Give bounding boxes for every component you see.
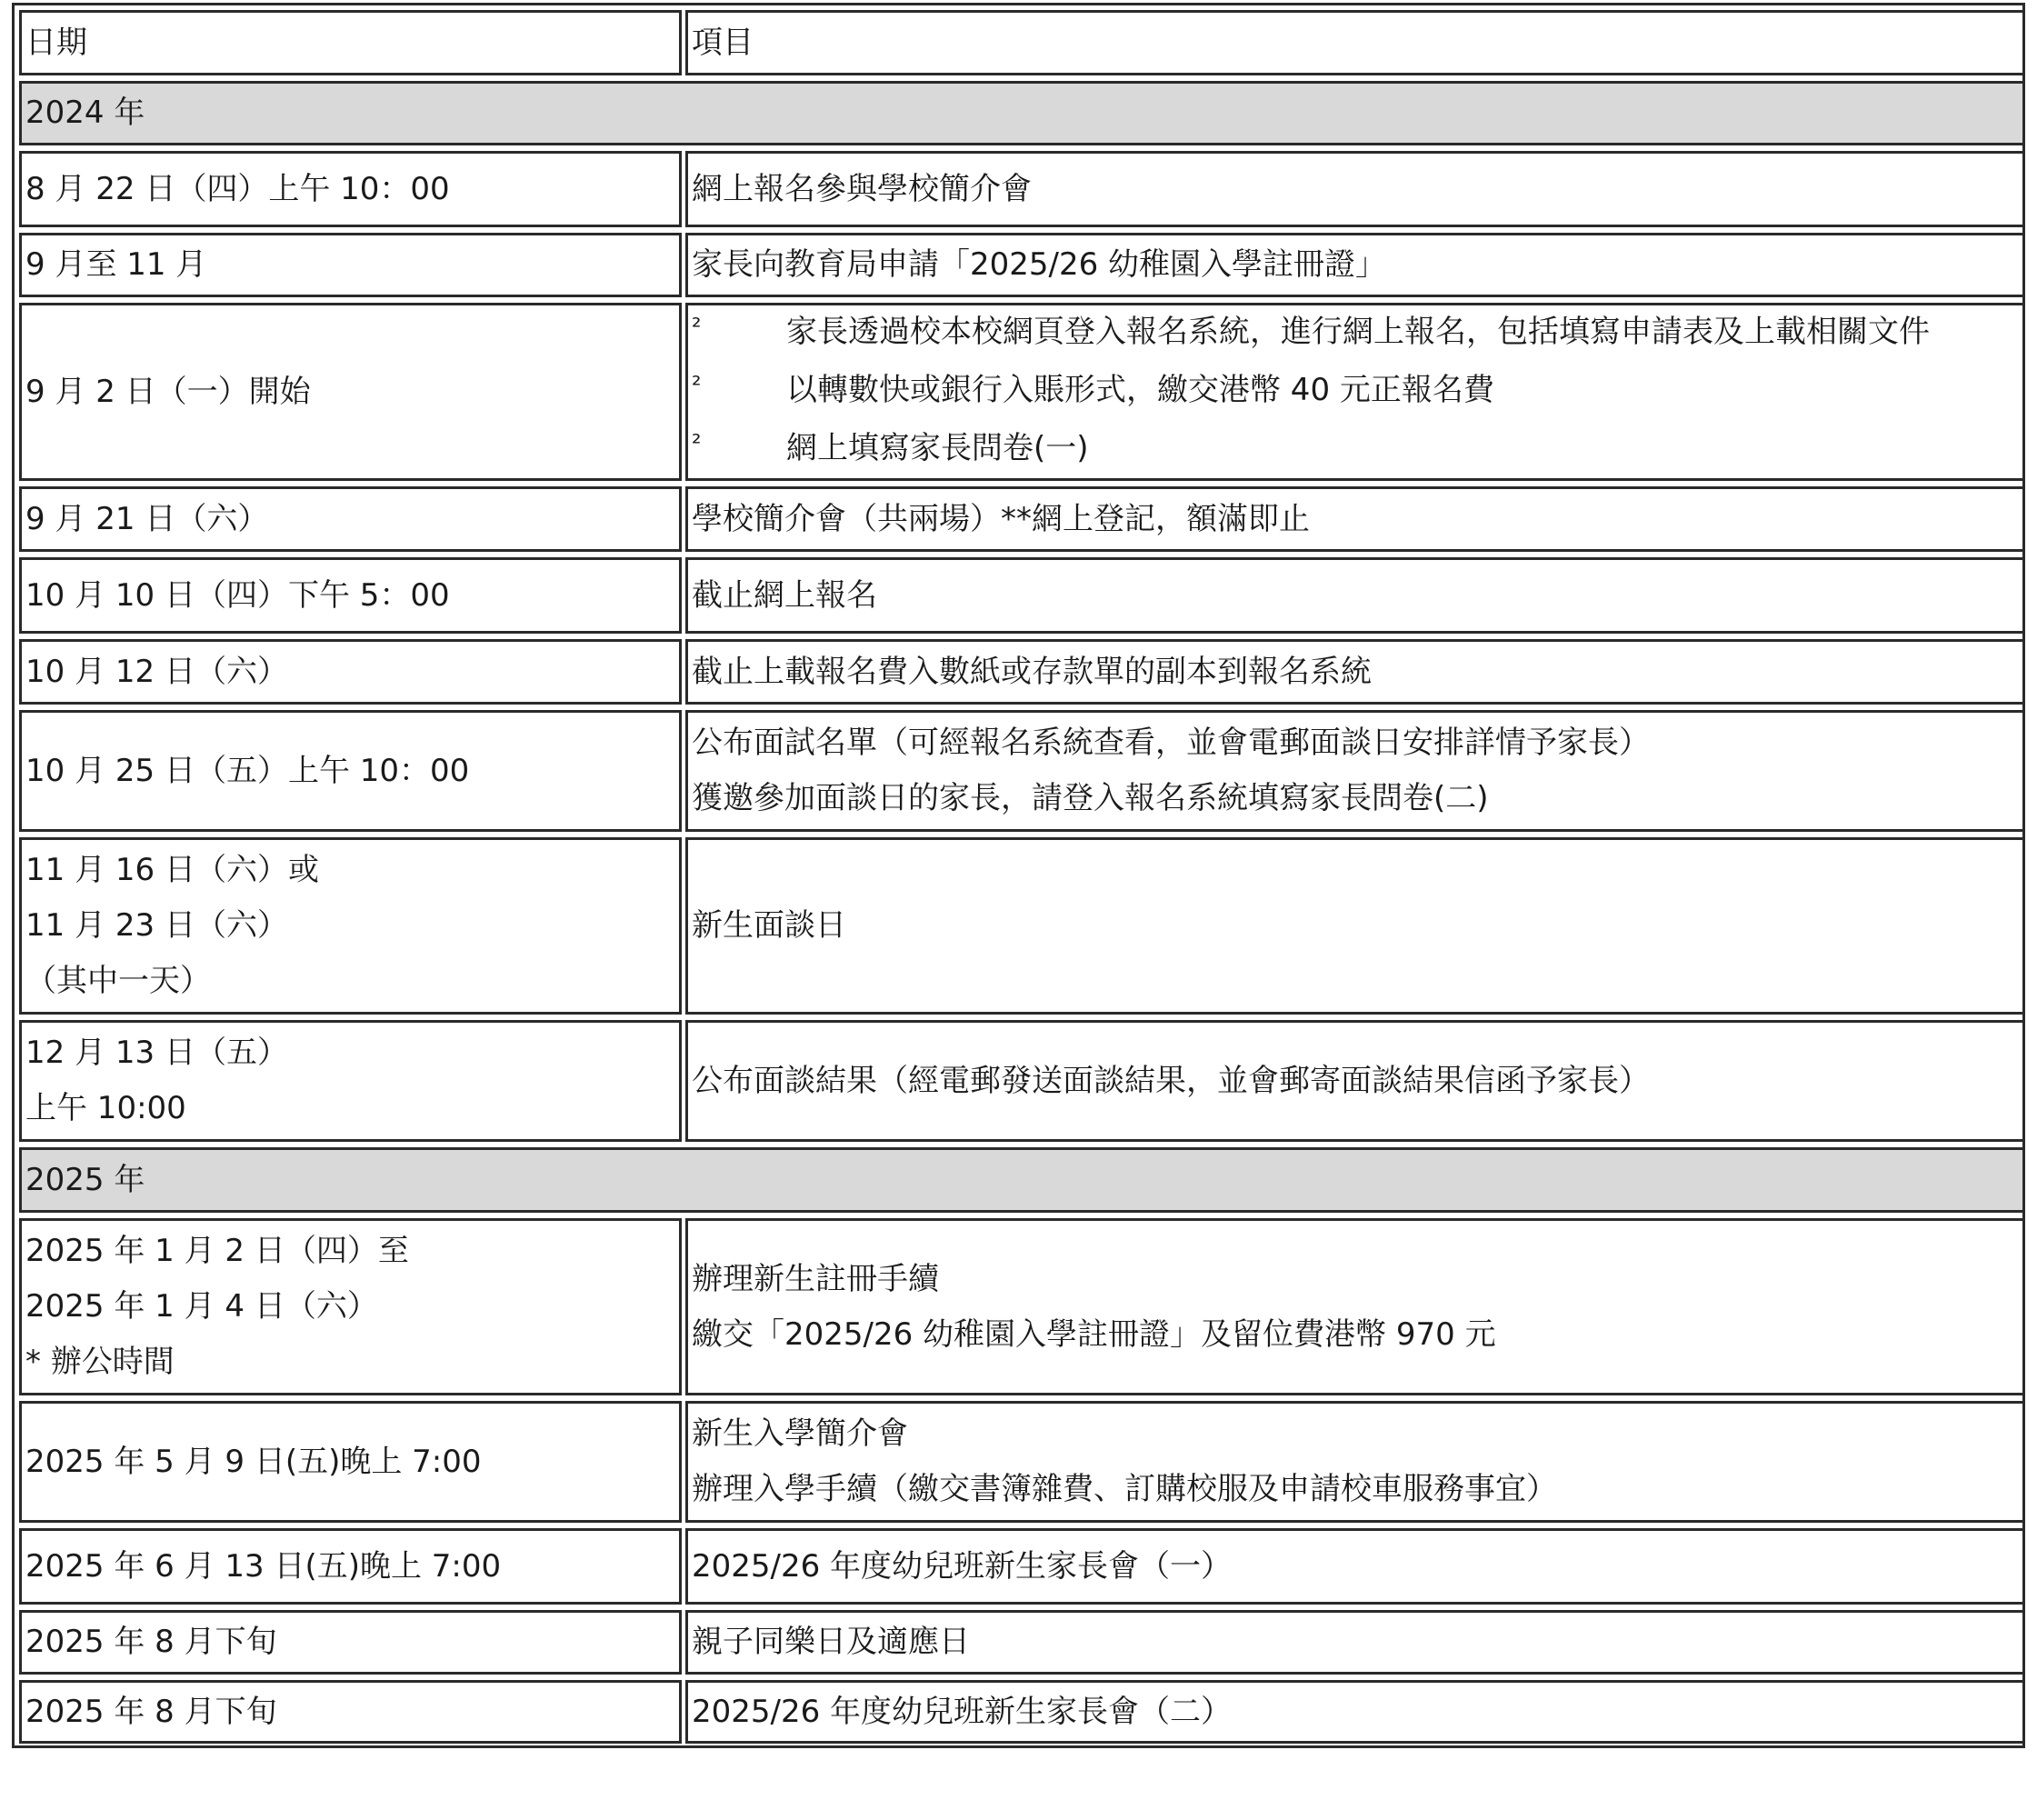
table-row-item: 新生入學簡介會 辦理入學手續（繳交書簿雜費、訂購校服及申請校車服務事宜） [685,1401,2025,1523]
table-row-item: 2025/26 年度幼兒班新生家長會（二） [685,1680,2025,1744]
bullet-icon: ² [692,372,702,399]
header-date: 日期 [25,24,87,61]
table-row-date: 10 月 12 日（六） [19,639,682,705]
table-row-item: 學校簡介會（共兩場）**網上登記，額滿即止 [685,486,2025,552]
table-row-date: 9 月至 11 月 [19,233,682,297]
header-date-cell [19,10,682,75]
table-row-date: 12 月 13 日（五） 上午 10:00 [19,1020,682,1142]
table-row-item: 辦理新生註冊手續 繳交「2025/26 幼稚園入學註冊證」及留位費港幣 970 元 [685,1218,2025,1395]
year-row-2025 [19,1147,2025,1213]
table-row-date: 10 月 25 日（五）上午 10：00 [19,710,682,832]
table-row-item: 網上報名參與學校簡介會 [685,151,2025,227]
schedule-table [12,3,2025,1748]
table-row-date: 8 月 22 日（四）上午 10：00 [19,151,682,227]
table-row-item: 2025/26 年度幼兒班新生家長會（一） [685,1528,2025,1605]
table-row-item: 親子同樂日及適應日 [685,1610,2025,1675]
table-row-item: 家長向教育局申請「2025/26 幼稚園入學註冊證」 [685,233,2025,297]
table-row-date: 11 月 16 日（六）或 11 月 23 日（六） （其中一天） [19,837,682,1015]
table-row-date: 2025 年 5 月 9 日(五)晚上 7:00 [19,1401,682,1523]
table-row-item: 新生面談日 [685,837,2025,1015]
table-row-item: 截止網上報名 [685,557,2025,634]
table-row-item: 截止上載報名費入數紙或存款單的副本到報名系統 [685,639,2025,705]
header-item-cell [685,10,2025,75]
list-item: ² 網上填寫家長問卷(一) [692,421,2022,479]
table-row-item: 公布面談結果（經電郵發送面談結果，並會郵寄面談結果信函予家長） [685,1020,2025,1142]
bullet-icon: ² [692,314,702,341]
list-item: ² 以轉數快或銀行入賬形式，繳交港幣 40 元正報名費 [692,363,2022,421]
table-row-item [685,303,2025,481]
year-label: 2025 年 [25,1161,145,1198]
bullet-icon: ² [692,430,702,457]
table-row-date: 2025 年 8 月下旬 [19,1610,682,1675]
table-row-date: 9 月 2 日（一）開始 [19,303,682,481]
year-label: 2024 年 [25,95,145,131]
table-row-date: 2025 年 8 月下旬 [19,1680,682,1744]
table-row-date: 2025 年 1 月 2 日（四）至 2025 年 1 月 4 日（六） * 辦公時間 [19,1218,682,1395]
table-row-item: 公布面試名單（可經報名系統查看，並會電郵面談日安排詳情予家長） 獲邀參加面談日的家長，請登入報名系統填寫家長問卷(二) [685,710,2025,832]
header-item: 項目 [692,24,754,61]
table-row-date: 9 月 21 日（六） [19,486,682,552]
table-row-date: 2025 年 6 月 13 日(五)晚上 7:00 [19,1528,682,1605]
table-row-date: 10 月 10 日（四）下午 5：00 [19,557,682,634]
list-item: ² 家長透過校本校網頁登入報名系統，進行網上報名，包括填寫申請表及上載相關文件 [692,305,2022,363]
year-row-2024 [19,81,2025,145]
